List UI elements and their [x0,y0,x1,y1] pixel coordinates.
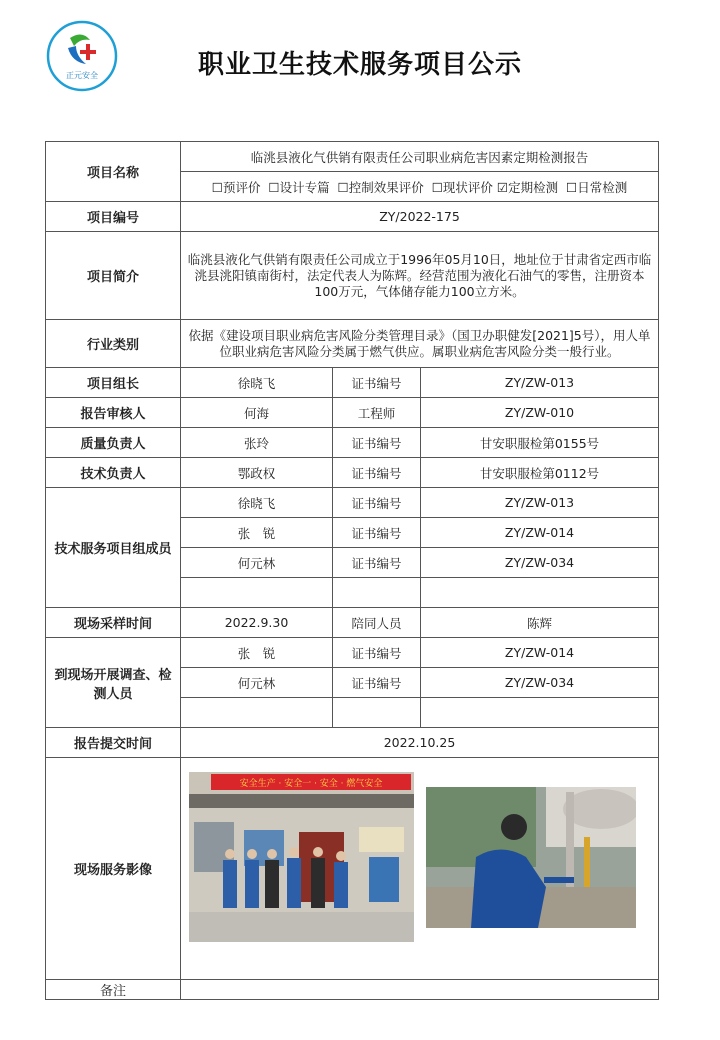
tech-cert-label: 证书编号 [333,458,421,488]
onsite-name: 何元林 [181,668,333,698]
reviewer-cert: ZY/ZW-010 [421,398,659,428]
member-cert: ZY/ZW-013 [421,488,659,518]
remarks-value [181,980,659,1000]
site-inspection-photo [426,787,636,928]
tech-cert: 甘安职服检第0112号 [421,458,659,488]
empty-cell [333,578,421,608]
leader-cert-label: 证书编号 [333,368,421,398]
label-quality: 质量负责人 [46,428,181,458]
leader-cert: ZY/ZW-013 [421,368,659,398]
member-name: 张 锐 [181,518,333,548]
label-industry: 行业类别 [46,320,181,368]
project-name-value: 临洮县液化气供销有限责任公司职业病危害因素定期检测报告 [181,142,659,172]
leader-name: 徐晓飞 [181,368,333,398]
empty-cell [421,698,659,728]
member-cert-label: 证书编号 [333,548,421,578]
project-no-value: ZY/2022-175 [181,202,659,232]
page-title: 职业卫生技术服务项目公示 [197,50,522,80]
onsite-name: 张 锐 [181,638,333,668]
project-type-options: ☐预评价 ☐设计专篇 ☐控制效果评价 ☐现状评价 ☑定期检测 ☐日常检测 [181,172,659,202]
label-project-intro: 项目简介 [46,232,181,320]
label-members: 技术服务项目组成员 [46,488,181,608]
member-cert: ZY/ZW-014 [421,518,659,548]
label-sampling-time: 现场采样时间 [46,608,181,638]
member-cert-label: 证书编号 [333,518,421,548]
label-team-leader: 项目组长 [46,368,181,398]
sampling-date: 2022.9.30 [181,608,333,638]
onsite-cert-label: 证书编号 [333,668,421,698]
quality-cert-label: 证书编号 [333,428,421,458]
reviewer-name: 何海 [181,398,333,428]
member-cert: ZY/ZW-034 [421,548,659,578]
companion-name: 陈辉 [421,608,659,638]
companion-label: 陪同人员 [333,608,421,638]
project-intro-value: 临洮县液化气供销有限责任公司成立于1996年05月10日，地址位于甘肃省定西市临洮县洮阳镇南街村，法定代表人为陈辉。经营范围为液化石油气的零售，注册资本100万元，气体储存能力100立方米。 [181,232,659,320]
label-photos: 现场服务影像 [46,758,181,980]
member-name: 何元林 [181,548,333,578]
tech-name: 鄂政权 [181,458,333,488]
industry-value: 依据《建设项目职业病危害风险分类管理目录》（国卫办职健发[2021]5号），用人单位职业病危害风险分类属于燃气供应。属职业病危害风险分类一般行业。 [181,320,659,368]
label-project-no: 项目编号 [46,202,181,232]
label-remarks: 备注 [46,980,181,1000]
empty-cell [421,578,659,608]
empty-cell [333,698,421,728]
label-project-name: 项目名称 [46,142,181,202]
label-submit-time: 报告提交时间 [46,728,181,758]
quality-name: 张玲 [181,428,333,458]
empty-cell [181,578,333,608]
quality-cert: 甘安职服检第0155号 [421,428,659,458]
reviewer-title: 工程师 [333,398,421,428]
onsite-cert: ZY/ZW-014 [421,638,659,668]
onsite-cert-label: 证书编号 [333,638,421,668]
empty-cell [181,698,333,728]
label-reviewer: 报告审核人 [46,398,181,428]
submit-date: 2022.10.25 [181,728,659,758]
logo-text: 正元安全 [66,71,98,80]
member-cert-label: 证书编号 [333,488,421,518]
onsite-cert: ZY/ZW-034 [421,668,659,698]
site-team-photo [189,772,414,942]
banner-text: 安全生产 · 安全一 · 安全 · 燃气安全 [239,779,383,789]
label-onsite-staff: 到现场开展调查、检测人员 [46,638,181,728]
member-name: 徐晓飞 [181,488,333,518]
label-tech: 技术负责人 [46,458,181,488]
